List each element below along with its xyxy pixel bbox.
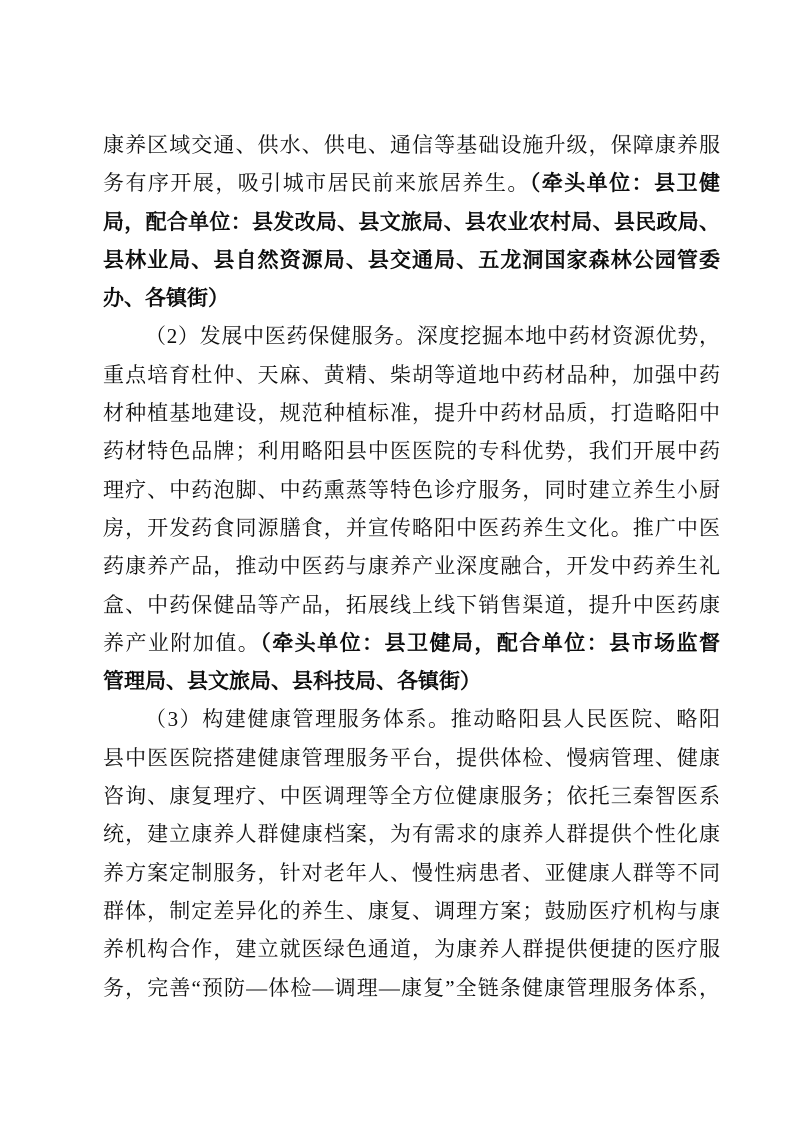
text-line bbox=[103, 739, 720, 777]
text-line bbox=[103, 279, 720, 317]
text-line bbox=[103, 662, 720, 700]
text-segment-bold: 办、各镇街） bbox=[103, 286, 229, 311]
text-line bbox=[103, 241, 720, 279]
text-segment: 县中医医院搭建健康管理服务平台，提供体检、慢病管理、健康 bbox=[103, 745, 720, 770]
text-line bbox=[103, 317, 720, 355]
text-segment: 群体，制定差异化的养生、康复、调理方案；鼓励医疗机构与康 bbox=[103, 898, 720, 923]
text-segment: 材种植基地建设，规范种植标准，提升中药材品质，打造略阳中 bbox=[103, 401, 720, 426]
text-segment: 养方案定制服务，针对老年人、慢性病患者、亚健康人群等不同 bbox=[103, 860, 720, 885]
text-line bbox=[103, 356, 720, 394]
text-segment: 盒、中药保健品等产品，拓展线上线下销售渠道，提升中医药康 bbox=[103, 592, 720, 617]
text-segment: 务，完善“预防—体检—调理—康复”全链条健康管理服务体系， bbox=[103, 975, 720, 1000]
text-segment-bold: 局，配合单位：县发改局、县文旅局、县农业农村局、县民政局、 bbox=[103, 209, 720, 234]
text-line bbox=[103, 394, 720, 432]
text-segment: 养机构合作，建立就医绿色通道，为康养人群提供便捷的医疗服 bbox=[103, 937, 720, 962]
text-segment: 康养区域交通、供水、供电、通信等基础设施升级，保障康养服 bbox=[103, 133, 720, 157]
text-line bbox=[103, 509, 720, 547]
text-segment: 养产业附加值。 bbox=[103, 630, 261, 655]
text-line bbox=[103, 471, 720, 509]
text-line bbox=[103, 777, 720, 815]
text-segment: 务有序开展，吸引城市居民前来旅居养生。 bbox=[103, 171, 530, 196]
text-segment: 房，开发药食同源膳食，并宣传略阳中医药养生文化。推广中医 bbox=[103, 515, 720, 540]
paragraph-2 bbox=[103, 317, 720, 700]
text-line bbox=[103, 930, 720, 968]
text-segment: 重点培育杜仲、天麻、黄精、柴胡等道地中药材品种，加强中药 bbox=[103, 362, 720, 387]
text-line bbox=[103, 815, 720, 853]
text-segment: 理疗、中药泡脚、中药熏蒸等特色诊疗服务，同时建立养生小厨 bbox=[103, 477, 720, 502]
text-line bbox=[103, 624, 720, 662]
text-segment-bold: （牵头单位：县卫健 bbox=[529, 171, 720, 196]
text-line bbox=[103, 126, 720, 164]
text-line bbox=[103, 203, 720, 241]
paragraph-1-continuation bbox=[103, 126, 720, 317]
paragraph-3 bbox=[103, 700, 720, 1006]
document-body bbox=[103, 126, 720, 1007]
text-line bbox=[103, 700, 720, 738]
text-line bbox=[103, 432, 720, 470]
text-segment-bold: （牵头单位：县卫健局，配合单位：县市场监督 bbox=[260, 630, 721, 655]
text-line bbox=[103, 164, 720, 202]
text-line bbox=[103, 547, 720, 585]
text-line bbox=[103, 969, 720, 1007]
text-segment: 咨询、康复理疗、中医调理等全方位健康服务；依托三秦智医系 bbox=[103, 784, 720, 809]
text-segment: （3）构建健康管理服务体系。推动略阳县人民医院、略阳 bbox=[145, 707, 720, 732]
text-segment-bold: 管理局、县文旅局、县科技局、各镇街） bbox=[103, 669, 481, 694]
text-line bbox=[103, 586, 720, 624]
text-line bbox=[103, 892, 720, 930]
text-segment: 药材特色品牌；利用略阳县中医医院的专科优势，我们开展中药 bbox=[103, 439, 720, 464]
text-segment-bold: 县林业局、县自然资源局、县交通局、五龙洞国家森林公园管委 bbox=[103, 247, 720, 272]
text-segment: 药康养产品，推动中医药与康养产业深度融合，开发中药养生礼 bbox=[103, 554, 720, 579]
text-segment: 统，建立康养人群健康档案，为有需求的康养人群提供个性化康 bbox=[103, 822, 720, 847]
text-line bbox=[103, 854, 720, 892]
text-segment: （2）发展中医药保健服务。深度挖掘本地中药材资源优势， bbox=[145, 324, 720, 349]
